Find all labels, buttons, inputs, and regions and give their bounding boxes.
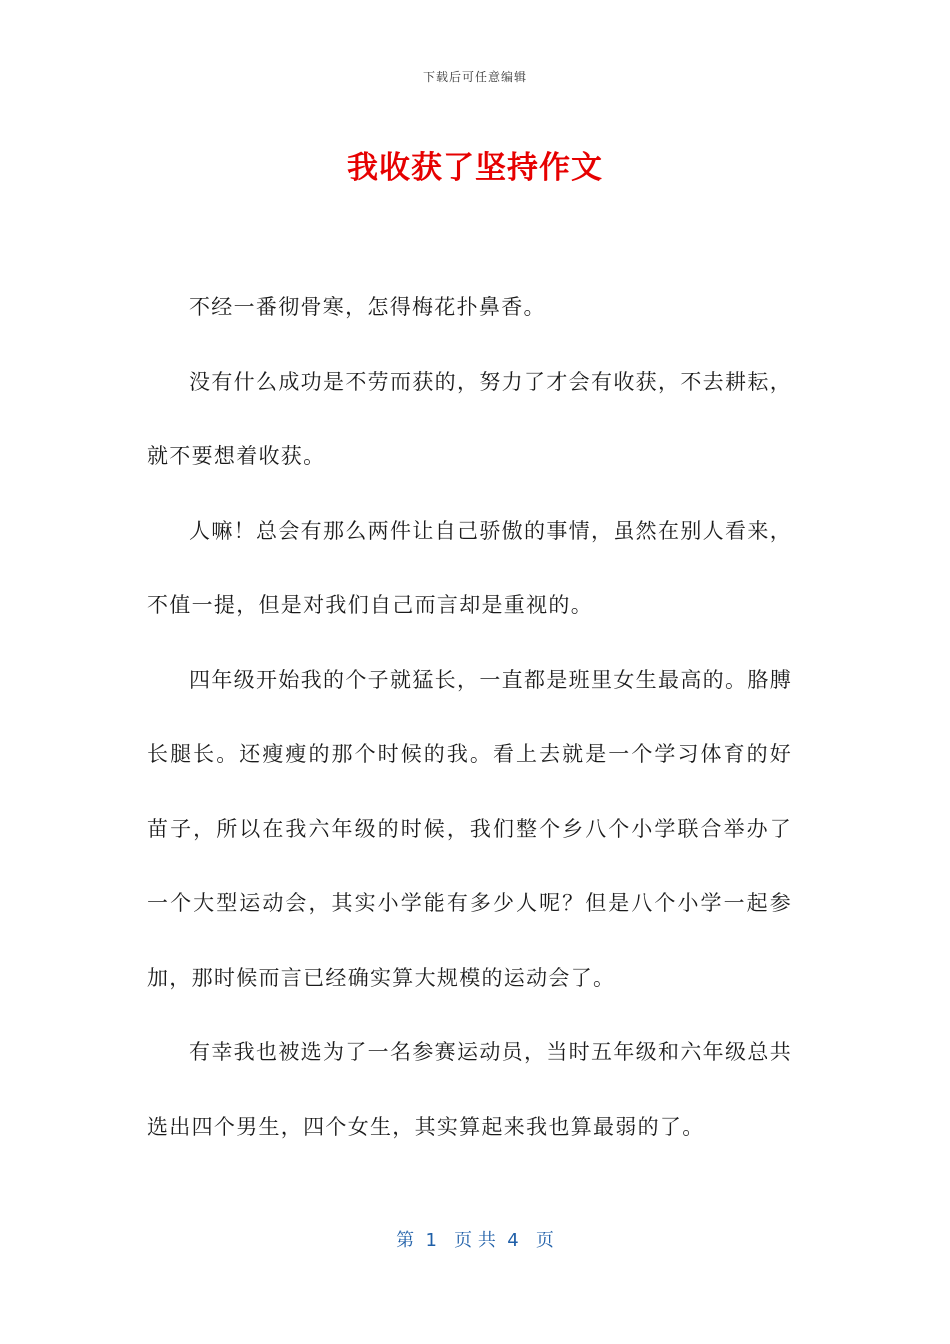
- paragraph-1: 不经一番彻骨寒，怎得梅花扑鼻香。: [189, 295, 546, 319]
- paragraph-4: 四年级开始我的个子就猛长，一直都是班里女生最高的。胳膊长腿长。还瘦瘦的那个时候的我。看上去就是一个学习体育的好苗子，所以在我六年级的时候，我们整个乡八个小学联合举办了一个大型运动会，其实小学能有多少人呢？但是八个小学一起参加，那时候而言已经确实算大规模的运动会了。: [147, 667, 792, 990]
- paragraph-5: 有幸我也被选为了一名参赛运动员，当时五年级和六年级总共选出四个男生，四个女生，其实算起来我也算最弱的了。: [147, 1040, 792, 1139]
- document-title: 我收获了坚持作文: [347, 150, 603, 186]
- article-body: [147, 270, 792, 1164]
- header-note: 下载后可任意编辑: [422, 70, 527, 84]
- page-number: 第 1 页 共 4 页: [396, 1230, 554, 1251]
- paragraph-2: 没有什么成功是不劳而获的，努力了才会有收获，不去耕耘，就不要想着收获。: [147, 369, 792, 468]
- paragraph-3: 人嘛！总会有那么两件让自己骄傲的事情，虽然在别人看来，不值一提，但是对我们自己而言却是重视的。: [147, 518, 792, 617]
